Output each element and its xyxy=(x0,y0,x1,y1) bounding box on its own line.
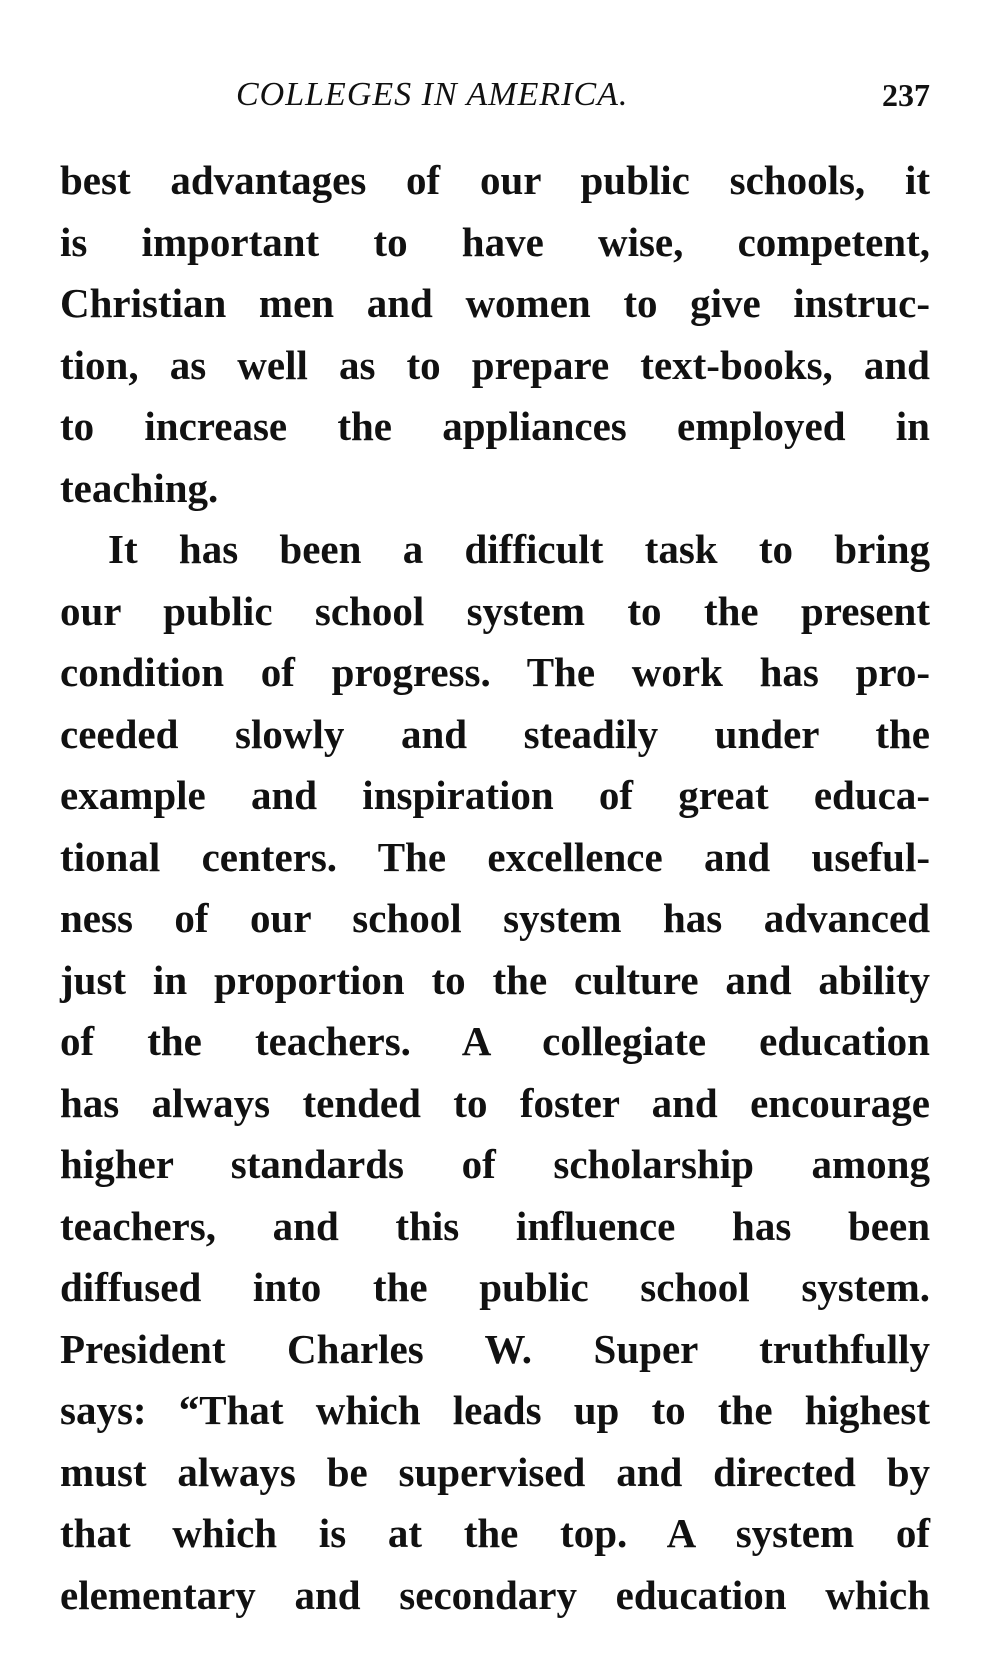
text-line: has always tended to foster and encourage xyxy=(60,1079,930,1126)
text-line: tional centers. The excellence and useful- xyxy=(60,833,930,880)
text-line: says: “That which leads up to the highest xyxy=(60,1387,930,1433)
text-line: teachers, and this influence has been xyxy=(60,1202,930,1249)
text-line: our public school system to the present xyxy=(60,587,930,634)
text-line: best advantages of our public schools, it xyxy=(60,157,930,203)
running-head xyxy=(60,70,930,120)
text-line: Christian men and women to give instruc- xyxy=(60,280,930,326)
text-line: that which is at the top. A system of xyxy=(60,1510,930,1556)
text-line: just in proportion to the culture and ability xyxy=(60,956,930,1003)
text-line: ness of our school system has advanced xyxy=(60,895,930,941)
text-line: of the teachers. A collegiate education xyxy=(60,1018,930,1064)
text-line: example and inspiration of great educa- xyxy=(60,772,930,818)
text-line: President Charles W. Super truthfully xyxy=(60,1325,930,1372)
text-line: higher standards of scholarship among xyxy=(60,1141,930,1187)
text-line: condition of progress. The work has pro- xyxy=(60,649,930,695)
text-line: tion, as well as to prepare text-books, and xyxy=(60,341,930,388)
text-line: diffused into the public school system. xyxy=(60,1264,930,1310)
text-line: teaching. xyxy=(60,464,219,511)
text-line: It has been a difficult task to bring xyxy=(108,526,930,572)
text-line: elementary and secondary education which xyxy=(60,1571,930,1618)
text-line: is important to have wise, competent, xyxy=(60,218,930,265)
text-line: ceeded slowly and steadily under the xyxy=(60,710,930,757)
paragraph-1 xyxy=(60,150,930,519)
paragraph-2 xyxy=(60,519,930,1626)
running-title: COLLEGES IN AMERICA. xyxy=(236,76,629,113)
text-line: to increase the appliances employed in xyxy=(60,403,930,449)
page-number: 237 xyxy=(882,77,930,113)
text-line: must always be supervised and directed by xyxy=(60,1448,930,1495)
body-text xyxy=(60,150,930,1626)
